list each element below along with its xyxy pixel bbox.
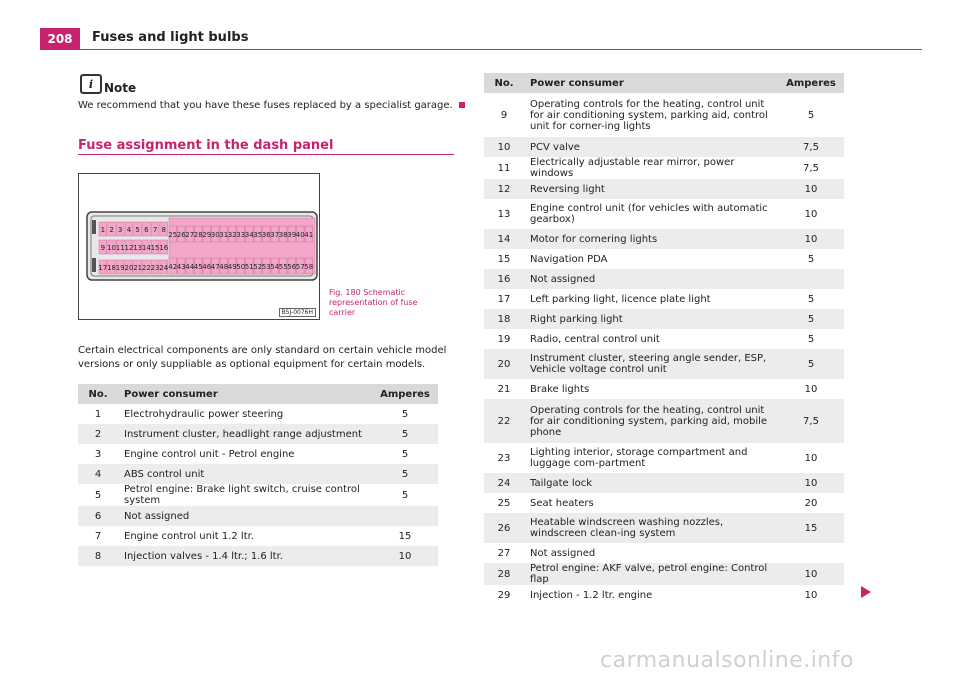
table-row [484,269,844,289]
fuse-label: 18 [107,264,117,272]
cell-no: 23 [497,452,511,464]
table-row [484,199,844,229]
fuse-label: 14 [141,244,151,252]
cell-consumer: Injection valves - 1.4 ltr.; 1.6 ltr. [118,546,372,566]
fuse-label: 31 [219,231,229,239]
cell-amperes: 5 [372,464,438,484]
table-row [484,473,844,493]
table-row [484,399,844,443]
cell-no: 26 [484,513,524,543]
cell-no: 15 [497,253,511,265]
fuse-label: 57 [295,263,305,271]
col-consumer-header: Power consumer [118,384,372,404]
cell-amperes: 20 [804,497,818,509]
cell-no: 22 [484,399,524,443]
cell-amperes: 15 [398,530,412,542]
section-title: Fuse assignment in the dash panel [78,138,334,153]
table-row [484,249,844,269]
cell-consumer: Injection - 1.2 ltr. engine [530,589,653,601]
fuse-label: 2 [109,226,114,234]
table-row [484,229,844,249]
fuse-label: 9 [100,244,106,252]
table-row [484,289,844,309]
cell-no: 4 [78,464,118,484]
cell-amperes: 5 [778,309,844,329]
cell-consumer: Petrol engine: Brake light switch, cruise control system [124,484,360,506]
fuse-label: 48 [219,263,229,271]
cell-amperes [372,506,438,526]
cell-amperes: 10 [804,383,818,395]
cell-amperes: 10 [804,452,818,464]
cell-amperes: 10 [778,179,844,199]
table-row [484,585,844,605]
fuse-label: 7 [152,226,158,234]
cell-no: 12 [484,179,524,199]
cell-consumer: Motor for cornering lights [524,229,778,249]
cell-consumer: Operating controls for the heating, control unit for air conditioning system, parking aid, control unit for corner-ing lights [530,98,768,132]
table-header-row [78,384,438,404]
fuse-label: 4 [126,226,132,234]
cell-amperes: 5 [401,489,409,501]
cell-no: 7 [94,530,102,542]
cell-no: 5 [94,489,102,501]
table-row [484,543,844,563]
fuse-label: 41 [304,231,314,239]
cell-consumer: Not assigned [524,269,778,289]
note-title: Note [104,81,137,95]
fuse-label: 49 [227,263,237,271]
cell-consumer: Navigation PDA [530,253,608,265]
cell-consumer: ABS control unit [118,464,372,484]
cell-consumer: Radio, central control unit [530,333,660,345]
cell-amperes: 5 [807,109,815,121]
fuse-label: 6 [144,226,149,234]
fuse-label: 11 [115,244,125,252]
fuse-label: 22 [141,264,151,272]
fuse-label: 46 [202,263,212,271]
note-text [78,100,465,111]
fuse-label: 52 [253,263,263,271]
table-row [484,513,844,543]
cell-amperes: 15 [778,513,844,543]
carrier-clip [92,258,96,272]
cell-no: 10 [484,137,524,157]
page-number: 208 [40,28,80,50]
cell-consumer: Instrument cluster, headlight range adjustment [118,424,372,444]
table-row [78,424,438,444]
cell-amperes [778,543,844,563]
carrier-clip [92,220,96,234]
col-no-header: No. [484,73,524,93]
table-row [78,546,438,566]
cell-no: 21 [497,383,511,395]
cell-consumer: Reversing light [524,179,778,199]
fuse-label: 5 [135,226,140,234]
cell-no: 29 [497,589,511,601]
cell-no: 13 [497,208,511,220]
fuse-label: 16 [159,244,169,252]
fuse-label: 12 [124,244,134,252]
fuse-label: 15 [150,244,160,252]
fuse-label: 13 [133,244,143,252]
fuse-carrier-diagram [79,174,319,319]
fuse-label: 23 [150,264,160,272]
fuse-label: 54 [270,263,280,271]
cell-consumer: Electrohydraulic power steering [124,408,284,420]
fuse-label: 40 [295,231,305,239]
body-paragraph: Certain electrical components are only standard on certain vehicle model versions or only suppliable as optional equipment for certain models. [78,345,447,370]
end-marker-icon [459,102,465,108]
fuse-label: 27 [185,231,195,239]
cell-consumer: Engine control unit (for vehicles with automatic gearbox) [530,203,768,225]
figure-code: B5J-0076H [279,308,316,317]
table-row [78,464,438,484]
cell-amperes: 5 [778,349,844,379]
cell-consumer: Brake lights [530,383,590,395]
col-amperes-header: Amperes [778,73,844,93]
cell-no: 20 [484,349,524,379]
col-consumer-header: Power consumer [524,73,778,93]
table-row [484,157,844,179]
cell-no: 28 [484,563,524,585]
table-row [78,526,438,546]
caption-line: carrier [329,308,356,317]
fuse-label: 44 [185,263,195,271]
cell-amperes [778,269,844,289]
cell-amperes: 10 [372,546,438,566]
fuse-label: 21 [133,264,143,272]
fuse-label: 35 [253,231,263,239]
cell-consumer: Tailgate lock [524,473,778,493]
fuse-label: 34 [244,231,254,239]
cell-no: 25 [497,497,511,509]
cell-consumer: Engine control unit 1.2 ltr. [124,530,254,542]
chapter-title: Fuses and light bulbs [92,30,249,45]
table-row [484,563,844,585]
table-row [484,329,844,349]
table-row [78,484,438,506]
cell-consumer: Instrument cluster, steering angle sender, ESP, Vehicle voltage control unit [524,349,778,379]
fuse-label: 1 [100,226,106,234]
table-header-row [484,73,844,93]
cell-amperes: 10 [804,208,818,220]
fuse-label: 42 [168,263,178,271]
fuse-label: 45 [193,263,203,271]
note-icon: i [80,74,102,94]
table-row [78,444,438,464]
cell-consumer: Left parking light, licence plate light [530,293,711,305]
cell-amperes: 10 [778,563,844,585]
fuse-label: 56 [287,263,297,271]
fuse-label: 32 [227,231,237,239]
cell-no: 18 [484,309,524,329]
fuse-table-left [78,384,438,566]
fuse-label: 10 [107,244,117,252]
fuse-label: 50 [236,263,246,271]
next-page-arrow-icon[interactable] [861,586,871,598]
fuse-label: 24 [159,264,169,272]
cell-amperes: 10 [804,589,818,601]
cell-amperes: 7,5 [778,399,844,443]
table-row [484,93,844,137]
fuse-label: 26 [176,231,186,239]
cell-consumer: Petrol engine: AKF valve, petrol engine: Control flap [524,563,778,585]
fuse-label: 25 [168,231,178,239]
table-row [484,349,844,379]
fuse-label: 39 [287,231,297,239]
fuse-label: 29 [202,231,212,239]
fuse-label: 3 [118,226,123,234]
cell-consumer: Lighting interior, storage compartment and luggage com-partment [530,447,748,469]
table-row [484,493,844,513]
fuse-label: 17 [98,264,108,272]
cell-consumer: Operating controls for the heating, control unit for air conditioning system, parking aid, mobile phone [524,399,778,443]
col-amperes-header: Amperes [372,384,438,404]
fuse-label: 28 [193,231,203,239]
cell-no: 6 [78,506,118,526]
cell-no: 11 [497,162,511,174]
header-divider [40,49,922,50]
cell-no: 1 [94,408,102,420]
cell-consumer: Electrically adjustable rear mirror, power windows [530,157,735,179]
fuse-label: 30 [210,231,220,239]
cell-no: 2 [78,424,118,444]
table-row [484,137,844,157]
cell-amperes: 5 [807,253,815,265]
cell-no: 24 [484,473,524,493]
figure-caption [329,288,439,318]
col-no-header: No. [78,384,118,404]
cell-amperes: 10 [778,473,844,493]
cell-no: 16 [484,269,524,289]
cell-amperes: 5 [372,424,438,444]
table-row [484,443,844,473]
cell-consumer: Right parking light [524,309,778,329]
fuse-label: 37 [270,231,280,239]
fuse-label: 51 [244,263,254,271]
cell-consumer: Seat heaters [530,497,594,509]
table-row [484,379,844,399]
section-divider [78,154,454,155]
cell-no: 19 [497,333,511,345]
watermark: carmanualsonline.info [600,648,854,673]
fuse-label: 58 [304,263,314,271]
fuse-label: 8 [161,226,166,234]
cell-amperes: 5 [807,293,815,305]
cell-no: 17 [497,293,511,305]
cell-no: 14 [484,229,524,249]
fuse-label: 38 [278,231,288,239]
cell-amperes: 7,5 [778,137,844,157]
cell-amperes: 5 [807,333,815,345]
fuse-carrier-figure [78,173,320,320]
table-row [484,309,844,329]
note-text-content: We recommend that you have these fuses replaced by a specialist garage. [78,100,453,111]
fuse-label: 19 [115,264,125,272]
fuse-label: 20 [124,264,134,272]
fuse-label: 36 [261,231,271,239]
caption-line: Fig. 180 Schematic [329,288,406,297]
fuse-label: 43 [176,263,186,271]
cell-consumer: Engine control unit - Petrol engine [124,448,295,460]
cell-amperes: 5 [401,448,409,460]
table-row [484,179,844,199]
cell-amperes: 7,5 [803,162,819,174]
fuse-label: 55 [278,263,288,271]
cell-no: 27 [497,547,511,559]
fuse-label: 53 [261,263,271,271]
caption-line: representation of fuse [329,298,418,307]
cell-amperes: 10 [778,229,844,249]
cell-consumer: Not assigned [530,547,596,559]
fuse-table-right [484,73,844,605]
fuse-label: 33 [236,231,246,239]
table-row [78,506,438,526]
cell-consumer: Not assigned [118,506,372,526]
cell-consumer: Heatable windscreen washing nozzles, windscreen clean-ing system [524,513,778,543]
cell-consumer: PCV valve [524,137,778,157]
cell-no: 3 [94,448,102,460]
fuse-label: 47 [210,263,220,271]
cell-no: 8 [78,546,118,566]
cell-amperes: 5 [401,408,409,420]
cell-no: 9 [500,109,508,121]
table-row [78,404,438,424]
